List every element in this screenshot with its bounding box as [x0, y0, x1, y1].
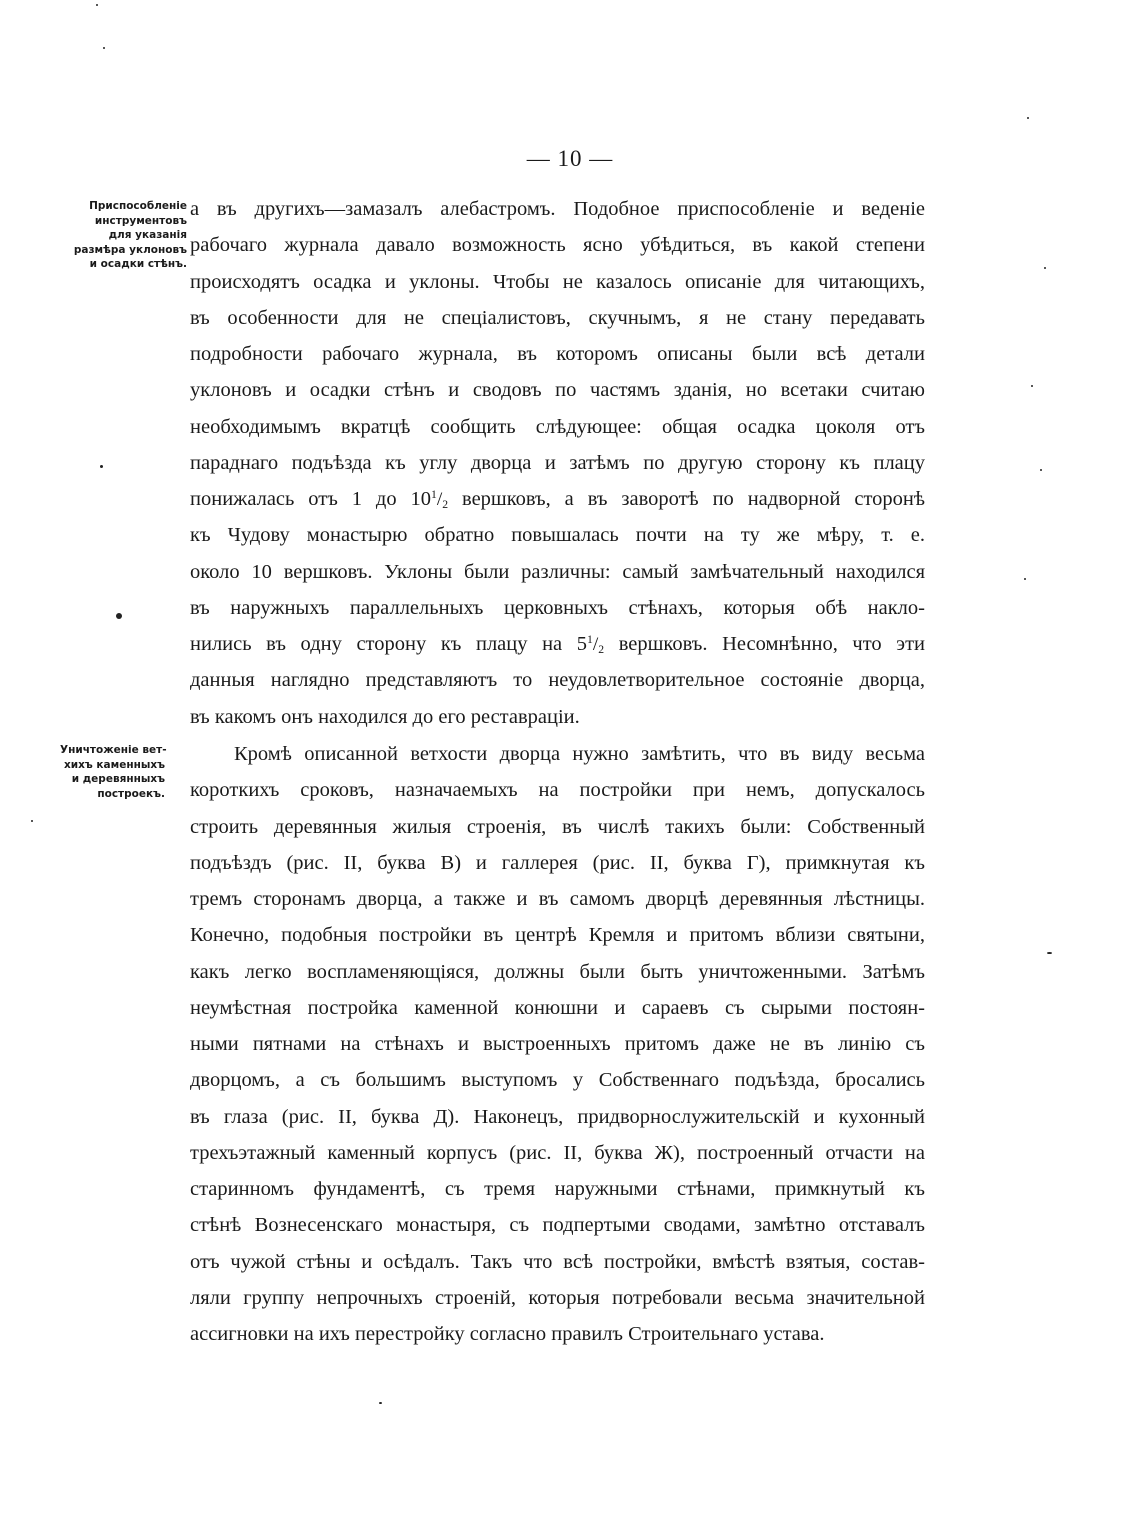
margin-note-line: Приспособленіе	[89, 200, 187, 212]
text-segment: понижалась отъ 1 до 10	[190, 488, 431, 510]
text-segment: вершковъ. Несомнѣнно, что эти	[604, 633, 926, 655]
text-line: какъ легко воспламеняющіяся, должны были быть уничтоженными. Затѣмъ	[190, 960, 925, 983]
text-line: ассигновки на ихъ перестройку согласно правилъ Строительнаго устава.	[190, 1323, 825, 1345]
text-line: стѣнѣ Вознесенскаго монастыря, съ подпертыми сводами, замѣтно отставалъ	[190, 1214, 925, 1237]
text-line: трехъэтажный каменный корпусъ (рис. II, буква Ж), построенный отчасти на	[190, 1141, 925, 1164]
scan-speck	[96, 4, 98, 6]
margin-note-line: для указанія	[108, 229, 187, 242]
page-number: — 10 —	[526, 146, 614, 171]
margin-note-demolition	[60, 743, 165, 801]
text-line: параднаго подъѣзда къ углу дворца и затѣмъ по другую сторону къ плацу	[190, 451, 925, 474]
text-line: Кромѣ описанной ветхости дворца нужно замѣтить, что въ виду весьма	[234, 743, 925, 765]
scan-speck	[1044, 267, 1046, 269]
text-line: короткихъ сроковъ, назначаемыхъ на постройки при немъ, допускалось	[190, 779, 925, 802]
text-line: отъ чужой стѣны и осѣдалъ. Такъ что всѣ постройки, вмѣстѣ взятыя, состав-	[190, 1250, 925, 1273]
scan-speck	[1047, 952, 1052, 954]
text-line: происходятъ осадка и уклоны. Чтобы не казалось описаніе для читающихъ,	[190, 270, 925, 293]
scan-speck	[379, 1402, 382, 1404]
text-line: строить деревянныя жилыя строенія, въ числѣ такихъ были: Собственный	[190, 815, 925, 838]
text-line: подробности рабочаго журнала, въ которомъ описаны были всѣ детали	[190, 343, 925, 365]
paragraph-demolition	[190, 736, 925, 1352]
fraction: $^1/_2$	[587, 633, 605, 656]
scan-speck	[1027, 117, 1029, 119]
paragraph-settlement	[190, 191, 925, 735]
text-line: Конечно, подобныя постройки въ центрѣ Кремля и притомъ вблизи святыни,	[190, 924, 925, 947]
margin-note-line: построекъ.	[97, 787, 165, 800]
fraction: $^1/_2$	[431, 488, 449, 511]
scan-speck	[116, 613, 122, 619]
scan-speck	[103, 47, 105, 49]
text-line: къ Чудову монастырю обратно повышалась почти на ту же мѣру, т. е.	[190, 524, 925, 547]
scan-speck	[1031, 385, 1033, 387]
text-line: данныя наглядно представляютъ то неудовлетворительное состояніе дворца,	[190, 669, 925, 692]
text-line: неумѣстная постройка каменной конюшни и сараевъ съ сырыми постоян-	[190, 996, 925, 1019]
text-line: необходимымъ вкратцѣ сообщить слѣдующее: общая осадка цоколя отъ	[190, 415, 925, 438]
scan-speck	[100, 465, 103, 468]
margin-note-line: и деревянныхъ	[71, 773, 165, 786]
text-line: въ какомъ онъ находился до его реставраціи.	[190, 705, 580, 728]
margin-note-line: Уничтоженіе вет-	[60, 744, 167, 756]
text-line: около 10 вершковъ. Уклоны были различны: самый замѣчательный находился	[190, 560, 925, 583]
text-line-fraction	[190, 481, 925, 517]
text-segment: вершковъ, а въ заворотѣ по надворной сторонѣ	[448, 488, 925, 510]
text-line: дворцомъ, а съ большимъ выступомъ у Собственнаго подъѣзда, бросались	[190, 1069, 925, 1092]
text-line: тремъ сторонамъ дворца, а также и въ самомъ дворцѣ деревянныя лѣстницы.	[190, 888, 925, 910]
scan-speck	[1040, 469, 1042, 471]
margin-note-line: размѣра уклоновъ	[73, 243, 187, 256]
text-line: въ наружныхъ параллельныхъ церковныхъ стѣнахъ, которыя обѣ накло-	[190, 596, 925, 619]
text-line: въ особенности для не спеціалистовъ, скучнымъ, я не стану передавать	[190, 306, 925, 329]
margin-note-line: инструментовъ	[94, 214, 187, 227]
text-line: въ глаза (рис. II, буква Д). Наконецъ, придворнослужительскій и кухонный	[190, 1105, 925, 1128]
text-line: а въ другихъ—замазалъ алебастромъ. Подобное приспособленіе и веденіе	[190, 198, 925, 220]
margin-note-line: и осадки стѣнъ.	[89, 258, 187, 271]
margin-note-instruments	[70, 199, 187, 272]
text-line: старинномъ фундаментѣ, съ тремя наружными стѣнами, примкнутый къ	[190, 1178, 925, 1200]
scan-speck	[1024, 578, 1026, 580]
text-line: рабочаго журнала давало возможность ясно убѣдиться, въ какой степени	[190, 234, 925, 257]
text-line: ляли группу непрочныхъ строеній, которыя потребовали весьма значительной	[190, 1286, 925, 1309]
text-line: ными пятнами на стѣнахъ и выстроенныхъ притомъ даже не въ линію съ	[190, 1033, 925, 1055]
text-line-fraction	[190, 626, 925, 662]
text-segment: нились въ одну сторону къ плацу на 5	[190, 633, 588, 655]
text-line: уклоновъ и осадки стѣнъ и сводовъ по частямъ зданія, но всетаки считаю	[190, 379, 925, 402]
text-line: подъѣздъ (рис. II, буква В) и галлерея (рис. II, буква Г), примкнутая къ	[190, 851, 925, 874]
margin-note-line: хихъ каменныхъ	[63, 758, 165, 771]
scan-speck	[31, 820, 33, 822]
